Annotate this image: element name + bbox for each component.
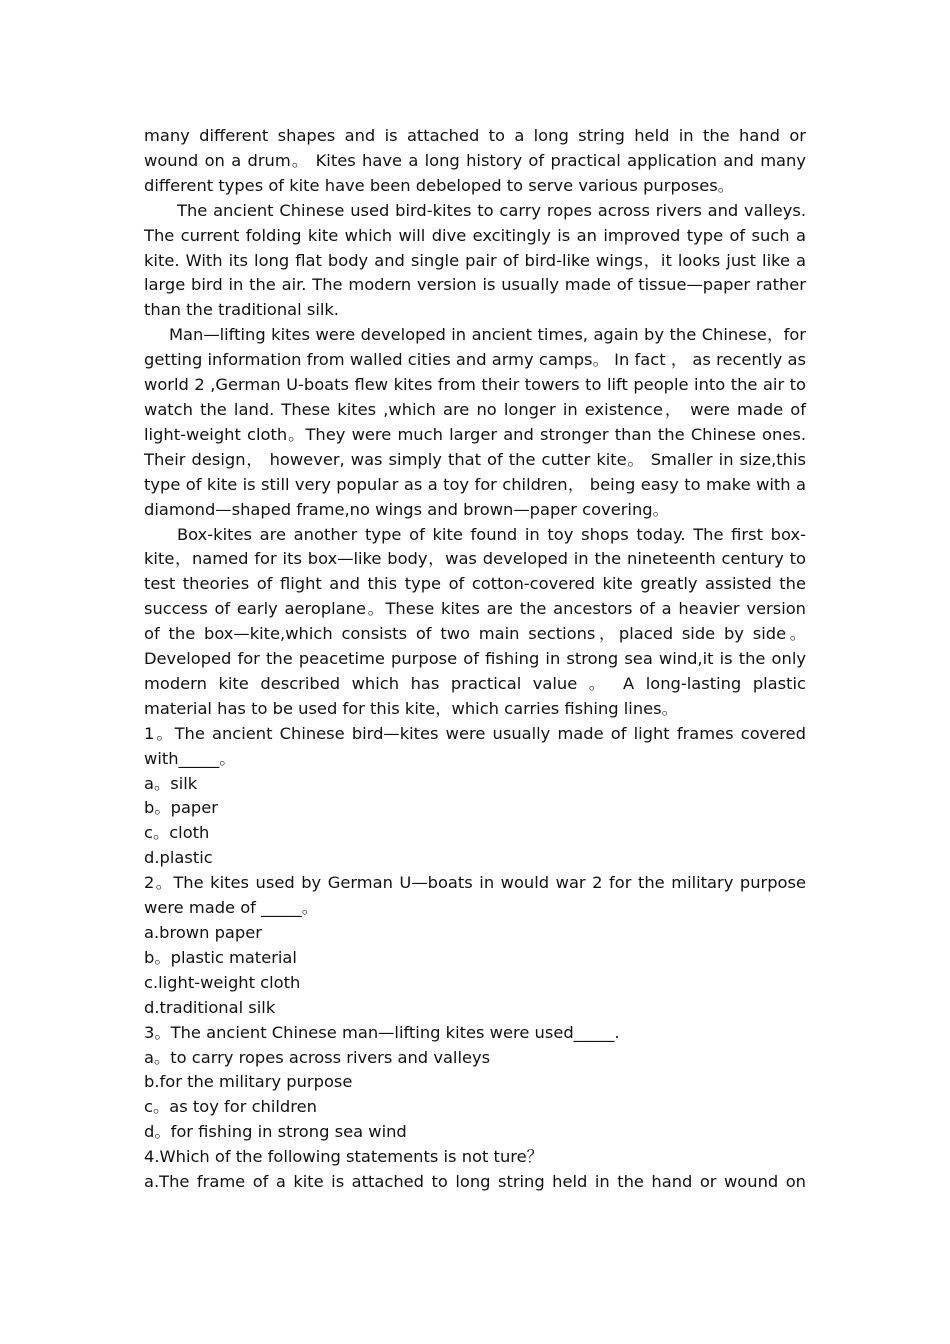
question-3 (144, 1021, 806, 1146)
question-3-option-d: d。for fishing in strong sea wind (144, 1122, 407, 1142)
question-1-option-b: b。paper (144, 798, 218, 818)
question-2-option-b: b。plastic material (144, 947, 297, 967)
question-2-option-c: c.light-weight cloth (144, 972, 301, 992)
question-4-option-a: a.The frame of a kite is attached to long string held in the hand or wound on (144, 1172, 806, 1192)
question-2-stem: 2。The kites used by German U—boats in would war 2 for the military purpose were made of _____。 (144, 873, 806, 918)
question-1-option-a: a。silk (144, 773, 198, 793)
document-page (144, 124, 806, 1195)
passage-paragraph-2: The ancient Chinese used bird-kites to carry ropes across rivers and valleys. The current folding kite which will dive excitingly is an improved type of such a kite. With its long flat body and single pair of bird-like wings，it looks just like a large bird in the air. The modern version is usually made of tissue—paper rather than the traditional silk. (144, 200, 806, 320)
question-1 (144, 722, 806, 871)
question-4 (144, 1145, 806, 1195)
passage-paragraph-1: many different shapes and is attached to a long string held in the hand or wound on a drum。 Kites have a long history of practical application and many different types of kite have been debeloped to serve various purposes。 (144, 126, 806, 195)
question-1-option-c: c。cloth (144, 823, 210, 843)
question-2 (144, 871, 806, 1020)
question-2-option-d: d.traditional silk (144, 997, 276, 1017)
question-2-option-a: a.brown paper (144, 923, 262, 942)
question-3-option-b: b.for the military purpose (144, 1072, 353, 1092)
passage-paragraph-4: Box-kites are another type of kite found in toy shops today. The first box-kite，named for its box—like body，was developed in the nineteenth century to test theories of flight and this type of cotton-covered kite greatly assisted the success of early aeroplane。These kites are the ancestors of a heavier version of the box—kite,which consists of two main sections，placed side by side。 Developed for the peacetime purpose of fishing in strong sea wind,it is the only modern kite described which has practical value 。 A long-lasting plastic material has to be used for this kite，which carries fishing lines。 (144, 524, 806, 718)
question-3-stem: 3。The ancient Chinese man—lifting kites were used_____. (144, 1022, 620, 1042)
question-4-stem: 4.Which of the following statements is not ture？ (144, 1147, 543, 1167)
passage-paragraph-3: Man—lifting kites were developed in ancient times, again by the Chinese，for getting information from walled cities and army camps。 In fact ， as recently as world 2 ,German U-boats flew kites from their towers to lift people into the air to watch the land. These kites ,which are no longer in existence， were made of light-weight cloth。They were much larger and stronger than the Chinese ones. Their design， however, was simply that of the cutter kite。 Smaller in size,this type of kite is still very popular as a toy for children， being easy to make with a diamond—shaped frame,no wings and brown—paper covering。 (144, 325, 806, 519)
question-3-option-a: a。to carry ropes across rivers and valleys (144, 1047, 491, 1067)
question-1-option-d: d.plastic (144, 848, 213, 868)
question-1-stem: 1。The ancient Chinese bird—kites were usually made of light frames covered with_____。 (144, 723, 806, 768)
question-3-option-c: c。as toy for children (144, 1097, 317, 1117)
